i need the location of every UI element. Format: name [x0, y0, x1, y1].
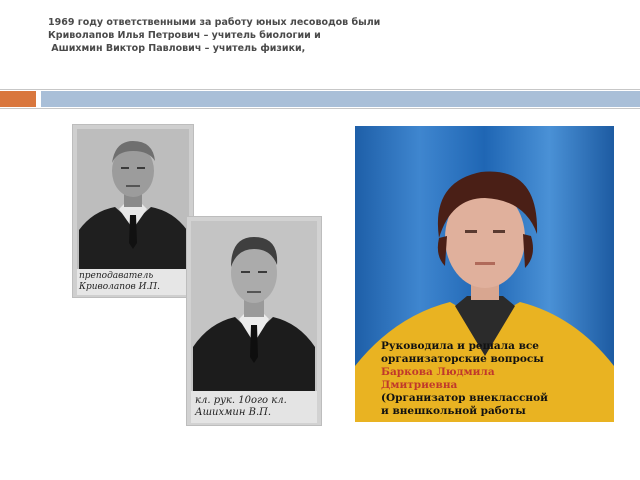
photo-krivolapov [72, 124, 194, 298]
photo-ashikhmin-image [187, 217, 321, 425]
title-line-2: Криволапов Илья Петрович – учитель биологии и [48, 30, 321, 41]
photo-ashikhmin [186, 216, 322, 426]
photo-krivolapov-caption: преподаватель Криволапов И.П. [79, 271, 161, 292]
note-line-1: Руководила и решала все [381, 340, 539, 352]
decorative-band [0, 91, 640, 107]
note-name-line-2: Дмитриевна [381, 379, 458, 391]
note-name-line-1: Баркова Людмила [381, 366, 495, 378]
photo-ashikhmin-caption: кл. рук. 10ого кл. Ашихмин В.П. [195, 395, 287, 418]
note-role-line-2: и внешкольной работы [381, 405, 526, 417]
note-role-line-1: (Организатор внеклассной [381, 392, 548, 404]
slide-title [48, 16, 608, 55]
band-blue-bar [41, 91, 640, 107]
band-rule-bottom [0, 108, 640, 109]
band-orange-block [0, 91, 36, 107]
barkova-note [381, 340, 611, 418]
note-line-2: организаторские вопросы [381, 353, 544, 365]
title-line-3: Ашихмин Виктор Павлович – учитель физики, [48, 43, 306, 54]
title-line-1: 1969 году ответственными за работу юных лесоводов были [48, 17, 381, 28]
band-rule-top [0, 89, 640, 90]
